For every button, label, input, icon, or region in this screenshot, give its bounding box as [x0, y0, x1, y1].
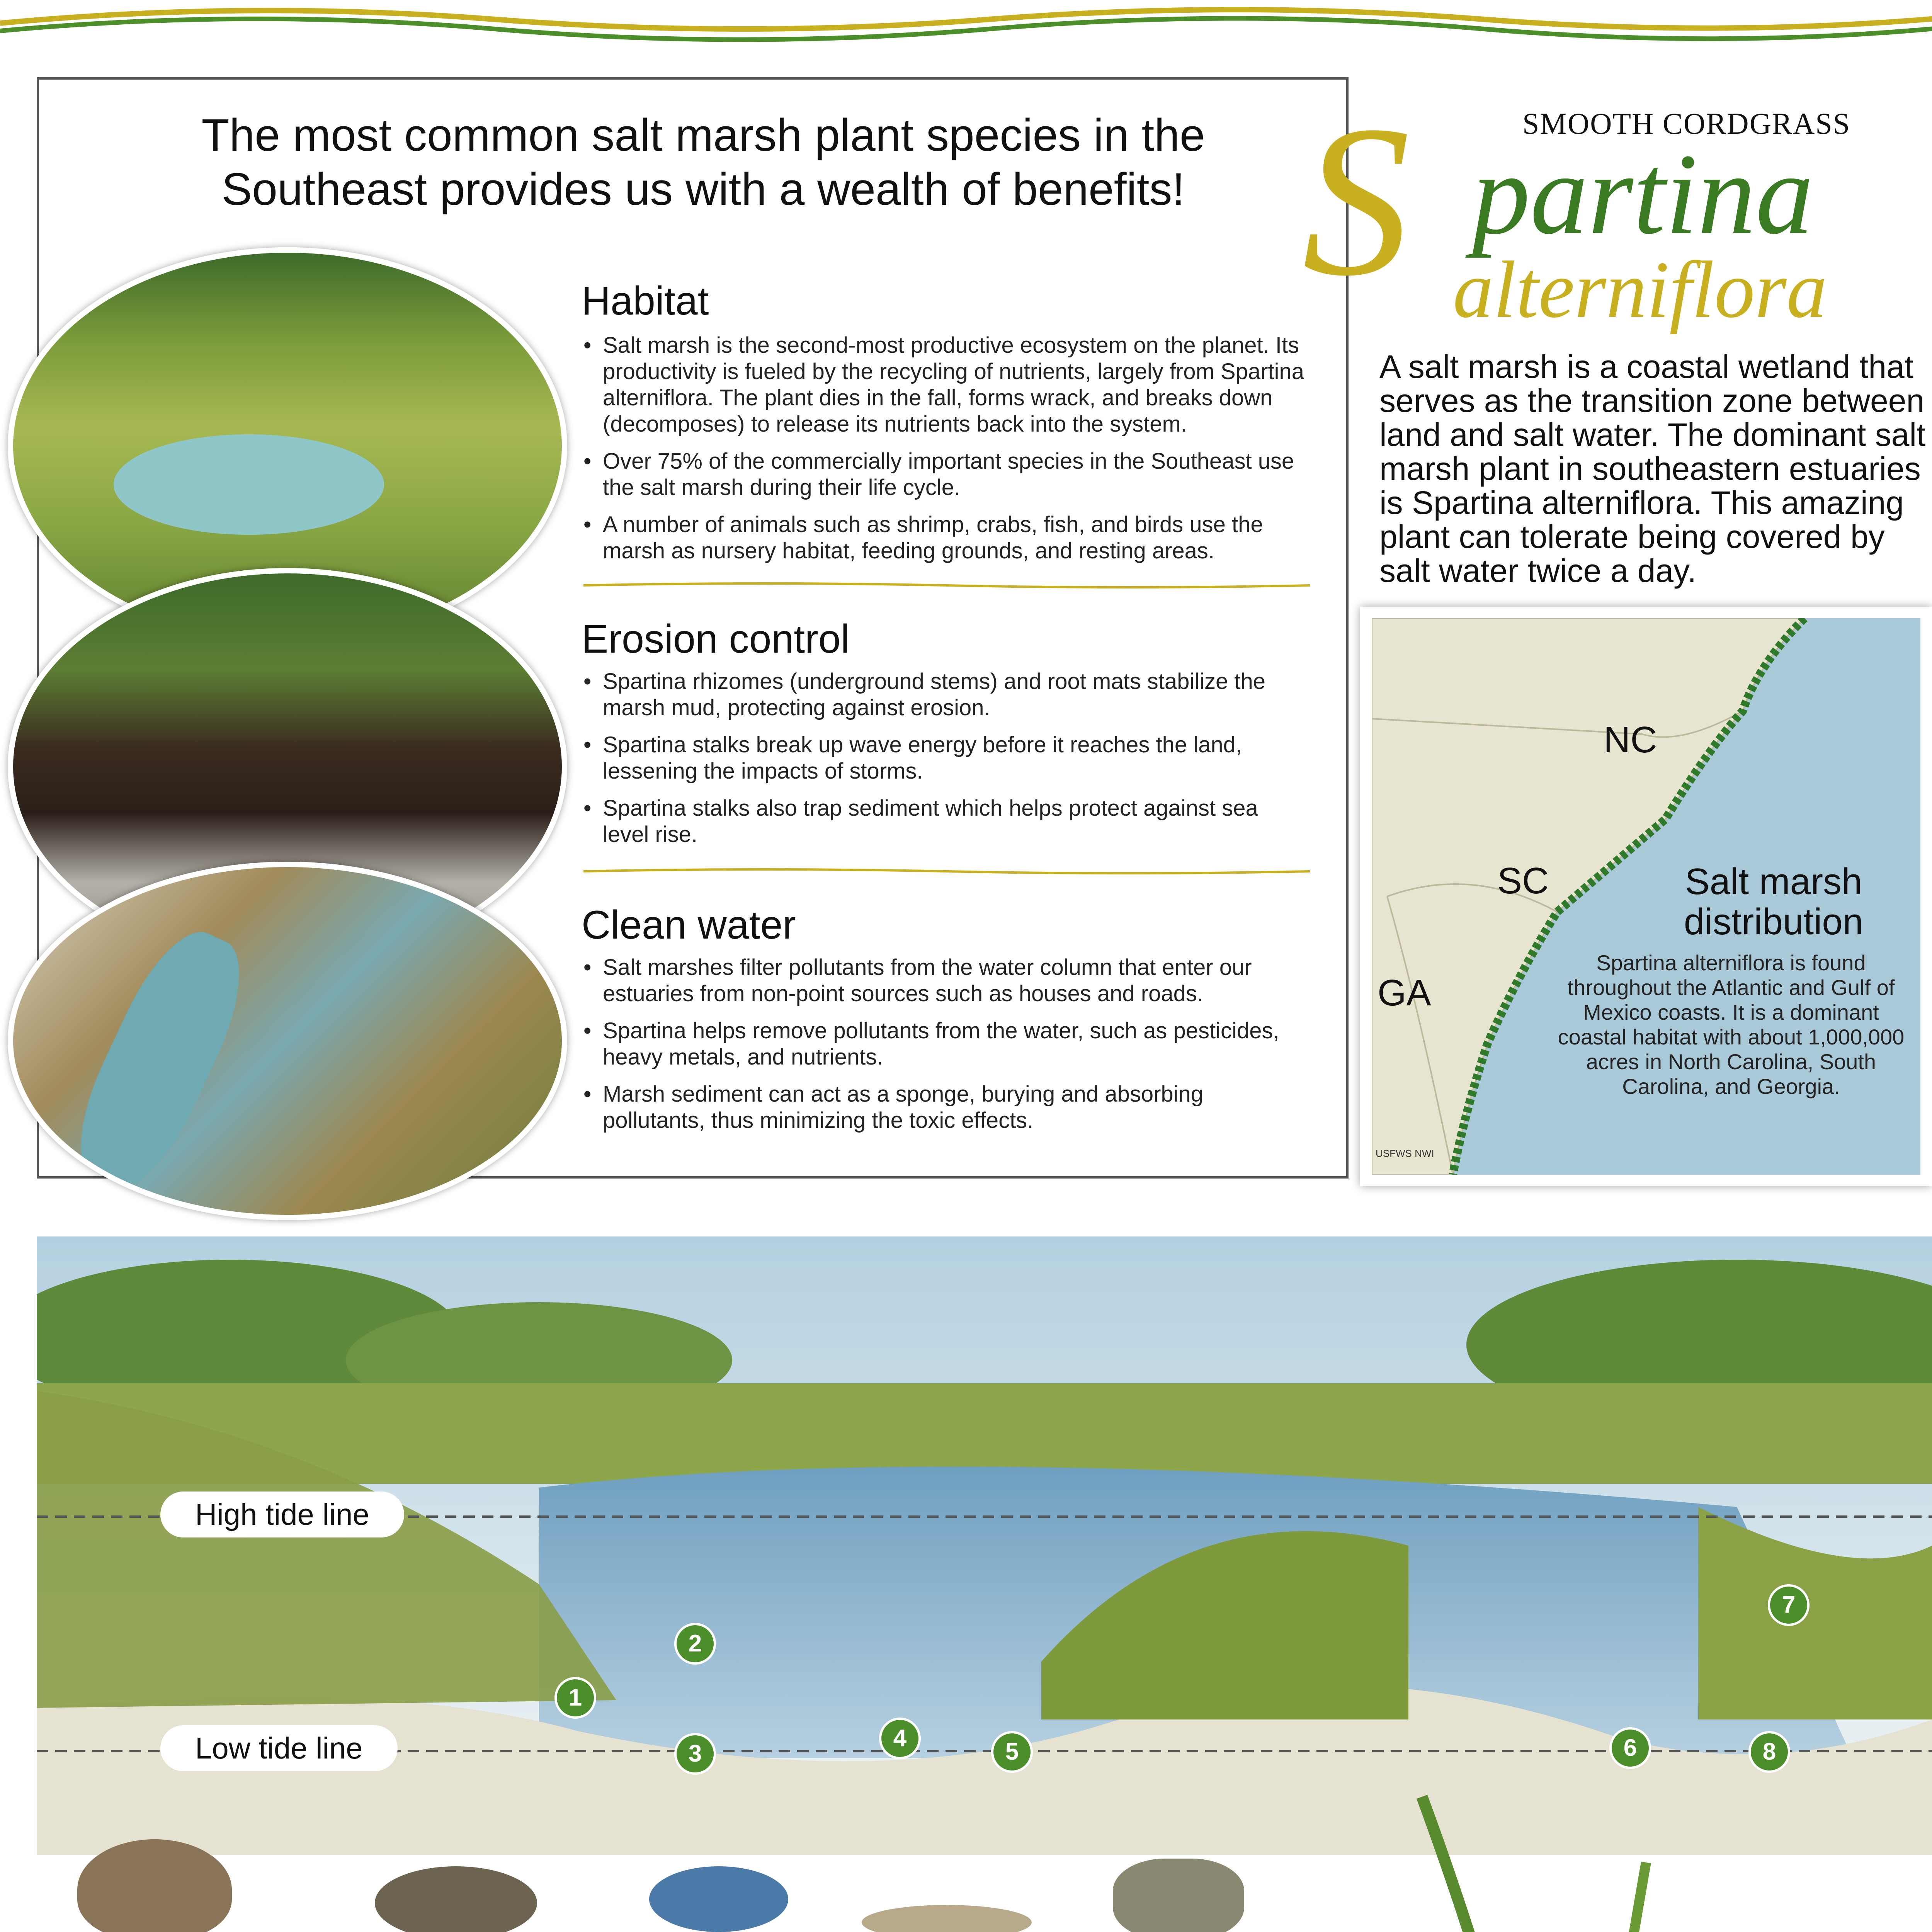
map-text: Spartina alterniflora is found throughout the Atlantic and Gulf of Mexico coasts. It is a dominant coastal habitat with about 1,000,000 acres in North Carolina, South Carolina, and Georgia. [1558, 951, 1905, 1099]
map-title [1638, 862, 1909, 942]
common-name: SMOOTH CORDGRASS [1522, 107, 1851, 140]
habitat-bullet: • A number of animals such as shrimp, crabs, fish, and birds use the marsh as nursery habitat, feeding grounds, and resting areas. [583, 512, 1310, 564]
map-title-line-1: Salt marsh [1685, 861, 1862, 902]
scene-marker-4: 4 [879, 1718, 921, 1759]
scene-marker-7: 7 [1768, 1584, 1810, 1626]
section-divider [583, 582, 1310, 589]
habitat-bullet: • Over 75% of the commercially important species in the Southeast use the salt marsh during their life cycle. [583, 448, 1310, 501]
erosion-bullet: • Spartina rhizomes (underground stems) and root mats stabilize the marsh mud, protecting against erosion. [583, 668, 1310, 721]
erosion-heading: Erosion control [582, 617, 850, 662]
marsh-scene [37, 1236, 1932, 1855]
species-initial: S [1302, 81, 1410, 321]
top-wave-border [0, 0, 1932, 43]
map-credit: USFWS NWI [1376, 1148, 1434, 1159]
oyster-illustration [1113, 1859, 1244, 1932]
scene-marker-2: 2 [674, 1623, 716, 1665]
erosion-bullet: • Spartina stalks also trap sediment which helps protect against sea level rise. [583, 795, 1310, 848]
map-title-line-2: distribution [1684, 901, 1864, 942]
high-tide-label: High tide line [160, 1492, 404, 1537]
salt-marsh-description: A salt marsh is a coastal wetland that serves as the transition zone between land and salt water. The dominant salt marsh plant in southeastern estuaries is Spartina alterniflora. This amazing plant can tolerate being covered by salt water twice a day. [1379, 349, 1926, 589]
terrapin-illustration [375, 1866, 537, 1932]
blue-crab-illustration [649, 1866, 788, 1932]
habitat-heading: Habitat [582, 279, 709, 323]
clean-water-bullet: • Salt marshes filter pollutants from the water column that enter our estuaries from non-point sources such as houses and roads. [583, 954, 1310, 1007]
genus-name: partina [1472, 130, 1814, 258]
intro-title-line-1: The most common salt marsh plant species in the [201, 110, 1205, 161]
clean-water-aerial-photo [8, 862, 567, 1220]
erosion-bullets [583, 668, 1310, 859]
scene-marker-1: 1 [554, 1677, 596, 1719]
habitat-bullet: • Salt marsh is the second-most productive ecosystem on the planet. Its productivity is fueled by the recycling of nutrients, largely from Spartina alterniflora. The plant dies in the fall, forms wrack, and breaks down (decomposes) to release its nutrients back into the system. [583, 332, 1310, 437]
clean-water-heading: Clean water [582, 903, 796, 947]
map-label-nc: NC [1604, 719, 1657, 760]
clean-water-bullet: • Marsh sediment can act as a sponge, burying and absorbing pollutants, thus minimizing the toxic effects. [583, 1081, 1310, 1134]
distribution-map [1360, 607, 1932, 1186]
scene-marker-8: 8 [1748, 1731, 1790, 1773]
spartina-plant-illustration [1352, 1785, 1739, 1932]
clean-water-bullets [583, 954, 1310, 1145]
section-divider [583, 867, 1310, 875]
marsh-pool [114, 434, 384, 535]
map-label-ga: GA [1378, 972, 1431, 1014]
low-tide-label: Low tide line [160, 1725, 398, 1771]
species-epithet: alterniflora [1453, 245, 1827, 335]
habitat-bullets [583, 332, 1310, 575]
clean-water-bullet: • Spartina helps remove pollutants from the water, such as pesticides, heavy metals, and nutrients. [583, 1018, 1310, 1070]
mummichog-illustration [862, 1905, 1032, 1932]
map-label-sc: SC [1497, 860, 1549, 901]
creek-water [57, 917, 262, 1204]
scene-marker-5: 5 [991, 1731, 1033, 1773]
intro-title [85, 108, 1321, 216]
intro-title-line-2: Southeast provides us with a wealth of benefits! [221, 164, 1185, 215]
scene-marker-6: 6 [1609, 1727, 1651, 1769]
scene-marker-3: 3 [674, 1733, 716, 1775]
erosion-bullet: • Spartina stalks break up wave energy before it reaches the land, lessening the impacts of storms. [583, 732, 1310, 784]
